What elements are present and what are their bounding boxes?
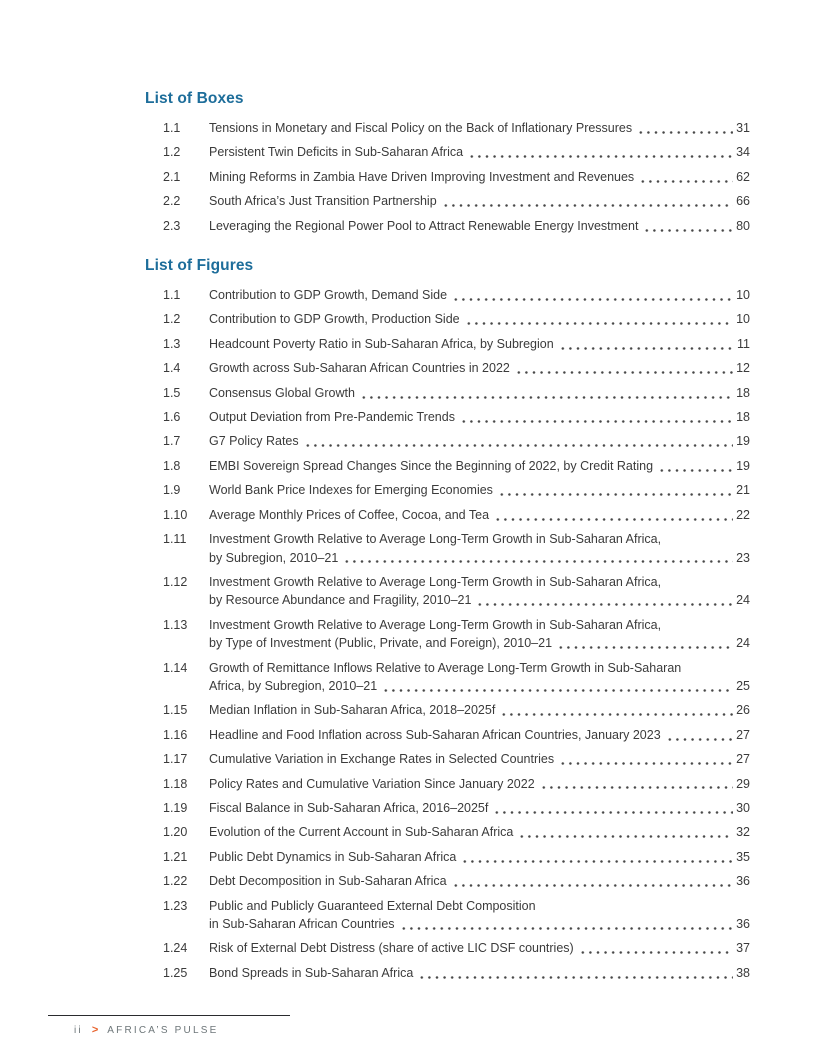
entry-text: Headcount Poverty Ratio in Sub-Saharan Africa, by Subregion — [209, 336, 554, 351]
entry-text: Headline and Food Inflation across Sub-Saharan African Countries, January 2023 — [209, 727, 661, 742]
toc-entry — [163, 573, 750, 610]
entry-last-line — [209, 872, 750, 890]
entry-number: 1.10 — [163, 507, 188, 522]
entry-text: Contribution to GDP Growth, Production Side — [209, 312, 460, 327]
toc-entry — [163, 506, 750, 524]
entry-last-line — [209, 549, 750, 567]
toc-entry — [163, 168, 750, 186]
entry-page-number: 66 — [736, 194, 750, 209]
entry-body — [209, 701, 750, 719]
toc-entry — [163, 939, 750, 957]
entry-number: 1.16 — [163, 727, 188, 742]
entry-number: 1.19 — [163, 800, 188, 815]
dot-leader — [442, 192, 733, 210]
toc-entry — [163, 408, 750, 426]
entry-last-line — [209, 634, 750, 652]
entry-number: 1.21 — [163, 849, 188, 864]
entry-body — [209, 359, 750, 377]
entry-page-number: 36 — [736, 874, 750, 889]
entry-number: 1.1 — [163, 121, 181, 135]
dot-leader — [460, 408, 733, 426]
entry-number: 1.23 — [163, 898, 188, 913]
toc-entry — [163, 799, 750, 817]
entry-number: 1.17 — [163, 752, 188, 767]
entry-last-line — [209, 359, 750, 377]
entry-number: 1.15 — [163, 703, 188, 718]
entry-last-line — [209, 775, 750, 793]
entry-page-number: 11 — [737, 336, 750, 351]
entry-page-number: 19 — [736, 434, 750, 449]
entry-page-number: 36 — [736, 917, 750, 931]
entry-body — [209, 726, 750, 744]
entry-last-line — [209, 168, 750, 186]
entry-last-line — [209, 310, 750, 328]
toc-entry — [163, 286, 750, 304]
entry-body — [209, 872, 750, 890]
entry-number: 1.7 — [163, 434, 181, 449]
entry-page-number: 18 — [736, 385, 750, 400]
toc-entry — [163, 310, 750, 328]
entry-text-line: Investment Growth Relative to Average Long-Term Growth in Sub-Saharan Africa, — [209, 532, 662, 547]
entry-last-line — [209, 939, 750, 957]
entry-page-number: 21 — [736, 483, 750, 498]
entry-number: 1.8 — [163, 458, 181, 473]
dot-leader — [400, 915, 734, 933]
entry-page-number: 12 — [736, 361, 750, 376]
dot-leader — [515, 359, 733, 377]
entry-text: Bond Spreads in Sub-Saharan Africa — [209, 965, 414, 980]
entry-last-line — [209, 192, 750, 210]
entry-body — [209, 506, 750, 524]
section-title: List of Figures — [145, 257, 254, 275]
entry-last-line — [209, 457, 750, 475]
toc-entry — [163, 659, 750, 696]
dot-leader — [559, 750, 733, 768]
entry-last-line — [209, 799, 750, 817]
toc-entry — [163, 616, 750, 653]
entry-number: 1.3 — [163, 336, 181, 351]
entry-page-number: 10 — [736, 312, 750, 327]
entry-text: in Sub-Saharan African Countries — [209, 917, 395, 931]
dot-leader — [557, 634, 733, 652]
entry-page-number: 10 — [736, 288, 750, 303]
entry-text: Consensus Global Growth — [209, 385, 355, 400]
entry-page-number: 31 — [736, 121, 750, 135]
dot-leader — [343, 549, 733, 567]
entry-body — [209, 310, 750, 328]
entry-number: 2.3 — [163, 218, 181, 233]
toc-sections — [145, 90, 750, 982]
toc-entry — [163, 359, 750, 377]
dot-leader — [468, 143, 733, 161]
entry-last-line — [209, 217, 750, 235]
entry-body — [209, 432, 750, 450]
toc-entry — [163, 457, 750, 475]
entry-number: 1.22 — [163, 874, 188, 889]
entry-last-line — [209, 915, 750, 933]
entry-body — [209, 659, 750, 696]
entry-body — [209, 530, 750, 567]
entry-text: Public Debt Dynamics in Sub-Saharan Africa — [209, 849, 457, 864]
entry-body — [209, 573, 750, 610]
toc-entry — [163, 192, 750, 210]
dot-leader — [637, 119, 733, 137]
entry-body — [209, 119, 750, 137]
entry-page-number: 25 — [736, 678, 750, 693]
entry-text: Fiscal Balance in Sub-Saharan Africa, 2016–2025f — [209, 800, 489, 815]
footer-brand: AFRICA’S PULSE — [107, 1024, 219, 1036]
entry-last-line — [209, 964, 750, 982]
entry-number: 1.24 — [163, 941, 188, 956]
entry-number: 2.2 — [163, 194, 181, 209]
entry-last-line — [209, 750, 750, 768]
entry-body — [209, 939, 750, 957]
entry-last-line — [209, 119, 750, 137]
entry-last-line — [209, 481, 750, 499]
entry-page-number: 26 — [736, 703, 750, 718]
entry-page-number: 34 — [736, 145, 750, 160]
entry-text-line: Public and Publicly Guaranteed External Debt Composition — [209, 898, 536, 913]
section-title: List of Boxes — [145, 90, 244, 107]
entry-number: 1.20 — [163, 825, 188, 840]
dot-leader — [639, 168, 733, 186]
entry-body — [209, 848, 750, 866]
toc-entry — [163, 384, 750, 402]
entry-page-number: 35 — [736, 849, 750, 864]
entry-text: Evolution of the Current Account in Sub-Saharan Africa — [209, 825, 514, 840]
toc-entry — [163, 119, 750, 137]
entry-body — [209, 192, 750, 210]
entry-page-number: 32 — [736, 825, 750, 840]
entry-text-line: Growth of Remittance Inflows Relative to Average Long-Term Growth in Sub-Saharan — [209, 660, 682, 675]
entry-number: 1.18 — [163, 776, 188, 791]
entry-text: Debt Decomposition in Sub-Saharan Africa — [209, 874, 447, 889]
toc-entry — [163, 481, 750, 499]
dot-leader — [476, 591, 733, 609]
entry-text: Growth across Sub-Saharan African Countries in 2022 — [209, 361, 510, 376]
entry-number: 1.13 — [163, 617, 188, 632]
entry-number: 1.2 — [163, 312, 181, 327]
entry-number: 2.1 — [163, 169, 181, 184]
entry-last-line — [209, 848, 750, 866]
toc-entry — [163, 848, 750, 866]
entry-body — [209, 481, 750, 499]
dot-leader — [498, 481, 733, 499]
entry-body — [209, 964, 750, 982]
entry-text: Policy Rates and Cumulative Variation Since January 2022 — [209, 776, 535, 791]
entry-text: by Resource Abundance and Fragility, 2010–21 — [209, 593, 472, 608]
entry-text: World Bank Price Indexes for Emerging Economies — [209, 483, 493, 498]
toc-entry — [163, 701, 750, 719]
entry-last-line — [209, 506, 750, 524]
entry-body — [209, 799, 750, 817]
dot-leader — [666, 726, 733, 744]
toc-section — [145, 90, 750, 235]
entry-last-line — [209, 591, 750, 609]
entry-page-number: 38 — [736, 965, 750, 980]
entry-number: 1.5 — [163, 385, 181, 400]
dot-leader — [382, 677, 733, 695]
dot-leader — [658, 457, 733, 475]
entry-text: Average Monthly Prices of Coffee, Cocoa, and Tea — [209, 507, 490, 522]
entry-last-line — [209, 335, 750, 353]
toc-entry — [163, 964, 750, 982]
entry-text-line: Investment Growth Relative to Average Long-Term Growth in Sub-Saharan Africa, — [209, 617, 662, 632]
dot-leader — [465, 310, 734, 328]
entry-number: 1.9 — [163, 483, 181, 498]
entry-text: Persistent Twin Deficits in Sub-Saharan Africa — [209, 145, 464, 160]
entry-page-number: 29 — [736, 776, 750, 791]
dot-leader — [540, 775, 733, 793]
entry-body — [209, 168, 750, 186]
entry-body — [209, 143, 750, 161]
entry-text: EMBI Sovereign Spread Changes Since the Beginning of 2022, by Credit Rating — [209, 458, 654, 473]
entry-number: 1.2 — [163, 145, 181, 160]
toc-entry — [163, 823, 750, 841]
entry-text-line: Investment Growth Relative to Average Long-Term Growth in Sub-Saharan Africa, — [209, 574, 662, 589]
dot-leader — [493, 799, 733, 817]
toc-entry — [163, 750, 750, 768]
dot-leader — [500, 701, 733, 719]
entry-last-line — [209, 143, 750, 161]
entry-text: Mining Reforms in Zambia Have Driven Improving Investment and Revenues — [209, 169, 635, 184]
entry-body — [209, 897, 750, 934]
entry-last-line — [209, 726, 750, 744]
entry-body — [209, 616, 750, 653]
entry-number: 1.6 — [163, 410, 181, 425]
entry-body — [209, 217, 750, 235]
entry-number: 1.11 — [163, 532, 187, 547]
dot-leader — [418, 964, 733, 982]
entry-text: Cumulative Variation in Exchange Rates in Selected Countries — [209, 752, 555, 767]
entry-text: South Africa’s Just Transition Partnership — [209, 194, 437, 209]
toc-entry — [163, 530, 750, 567]
entry-number: 1.14 — [163, 660, 188, 675]
dot-leader — [452, 286, 733, 304]
entry-page-number: 19 — [736, 458, 750, 473]
entry-body — [209, 408, 750, 426]
dot-leader — [360, 384, 733, 402]
toc-content — [145, 90, 750, 988]
entry-text: Contribution to GDP Growth, Demand Side — [209, 288, 448, 303]
footer-text — [48, 1024, 290, 1036]
entry-last-line — [209, 286, 750, 304]
footer-page-number: ii — [74, 1024, 83, 1036]
entry-page-number: 37 — [736, 941, 750, 956]
entry-body — [209, 286, 750, 304]
footer-arrow-icon: > — [91, 1024, 99, 1036]
entry-last-line — [209, 677, 750, 695]
toc-entry — [163, 217, 750, 235]
entry-body — [209, 457, 750, 475]
dot-leader — [643, 217, 733, 235]
entry-last-line — [209, 823, 750, 841]
entry-page-number: 24 — [736, 636, 750, 651]
entry-page-number: 23 — [736, 550, 750, 565]
entry-body — [209, 750, 750, 768]
entry-text: G7 Policy Rates — [209, 434, 299, 449]
entry-number: 1.25 — [163, 965, 188, 980]
entry-last-line — [209, 408, 750, 426]
dot-leader — [494, 506, 733, 524]
entry-text: Risk of External Debt Distress (share of active LIC DSF countries) — [209, 941, 574, 956]
entry-text: by Type of Investment (Public, Private, and Foreign), 2010–21 — [209, 636, 553, 651]
dot-leader — [452, 872, 733, 890]
dot-leader — [461, 848, 733, 866]
entry-last-line — [209, 701, 750, 719]
entry-text: Median Inflation in Sub-Saharan Africa, 2018–2025f — [209, 703, 496, 718]
toc-entry — [163, 335, 750, 353]
entry-page-number: 80 — [736, 218, 750, 233]
entry-body — [209, 823, 750, 841]
toc-entry — [163, 726, 750, 744]
entry-page-number: 62 — [736, 169, 750, 184]
entry-text: Africa, by Subregion, 2010–21 — [209, 678, 378, 693]
entry-page-number: 30 — [736, 800, 750, 815]
entry-page-number: 27 — [736, 727, 750, 742]
toc-entry — [163, 872, 750, 890]
entry-text: Leveraging the Regional Power Pool to Attract Renewable Energy Investment — [209, 218, 639, 233]
page-footer — [48, 1015, 290, 1036]
entry-number: 1.1 — [163, 288, 181, 303]
dot-leader — [304, 432, 733, 450]
toc-entry — [163, 143, 750, 161]
entry-last-line — [209, 384, 750, 402]
toc-entry — [163, 775, 750, 793]
entry-last-line — [209, 432, 750, 450]
footer-rule — [48, 1015, 290, 1016]
entry-body — [209, 335, 750, 353]
entry-number: 1.4 — [163, 361, 181, 376]
dot-leader — [518, 823, 733, 841]
entry-body — [209, 775, 750, 793]
dot-leader — [559, 335, 734, 353]
entry-page-number: 22 — [736, 507, 750, 522]
entry-body — [209, 384, 750, 402]
toc-entry — [163, 897, 750, 934]
entry-text: Tensions in Monetary and Fiscal Policy on the Back of Inflationary Pressures — [209, 121, 633, 135]
dot-leader — [579, 939, 733, 957]
entry-page-number: 18 — [736, 410, 750, 425]
entry-page-number: 27 — [736, 752, 750, 767]
toc-entry — [163, 432, 750, 450]
entry-page-number: 24 — [736, 593, 750, 608]
entry-text: by Subregion, 2010–21 — [209, 550, 339, 565]
toc-section — [145, 257, 750, 982]
entry-number: 1.12 — [163, 574, 188, 589]
entry-text: Output Deviation from Pre-Pandemic Trends — [209, 410, 455, 425]
